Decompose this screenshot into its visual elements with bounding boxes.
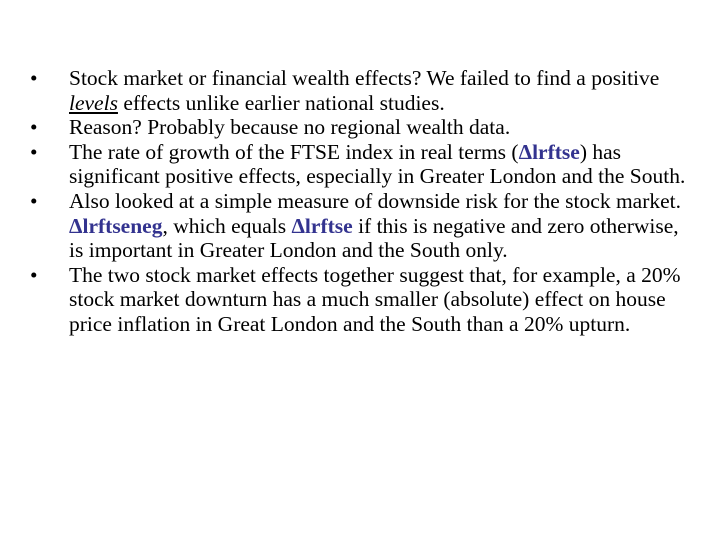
bullet-text: Reason? Probably because no regional wealth data. bbox=[69, 115, 511, 140]
bullet-text: Also looked at a simple measure of downside risk for the stock market. Δlrftseneg, which equals Δlrftse if this is negative and zero otherwise, is important in Greater London and the South only. bbox=[69, 188, 682, 263]
bullet-list bbox=[30, 66, 690, 337]
bullet-icon: • bbox=[30, 115, 38, 140]
bullet-item-reason bbox=[30, 115, 690, 140]
bullet-text: Stock market or financial wealth effects? We failed to find a positive levels effects unlike earlier national studies. bbox=[69, 66, 660, 115]
variable-dlrftse: Δlrftse bbox=[291, 213, 353, 238]
bullet-icon: • bbox=[30, 66, 38, 90]
bullet-icon: • bbox=[30, 262, 38, 287]
levels-emphasis: levels bbox=[69, 90, 118, 115]
bullet-item-ftse-growth bbox=[30, 140, 690, 189]
bullet-icon: • bbox=[30, 139, 38, 164]
bullet-item-wealth-effects bbox=[30, 66, 690, 115]
bullet-item-downside-risk bbox=[30, 189, 690, 263]
bullet-icon: • bbox=[30, 188, 38, 213]
bullet-text: The rate of growth of the FTSE index in real terms (Δlrftse) has significant positive effects, especially in Greater London and the South. bbox=[69, 139, 686, 189]
bullet-item-combined-effects bbox=[30, 263, 690, 337]
variable-dlrftse: Δlrftse bbox=[518, 139, 580, 164]
variable-dlrftseneg: Δlrftseneg bbox=[69, 213, 163, 238]
bullet-text: The two stock market effects together suggest that, for example, a 20% stock market downturn has a much smaller (absolute) effect on house price inflation in Great London and the South than a 20% upturn. bbox=[69, 262, 681, 336]
